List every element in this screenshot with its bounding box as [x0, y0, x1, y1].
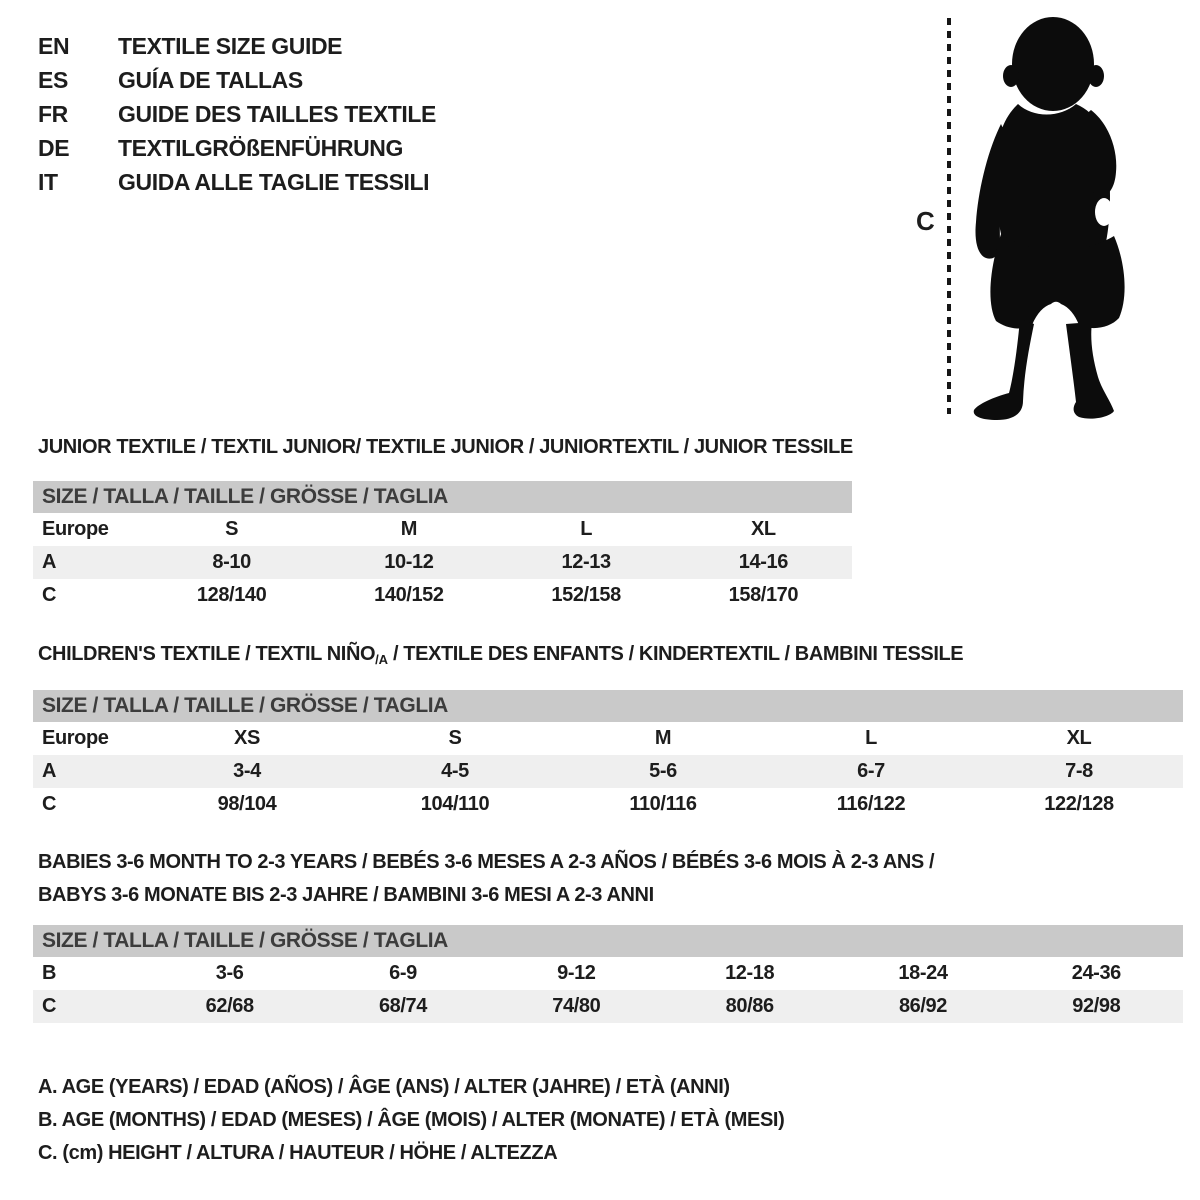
cell-value: 5-6 [649, 760, 677, 782]
row-label: B [42, 962, 57, 984]
row-label: A [42, 760, 57, 782]
table-row-age [33, 546, 852, 579]
babies-size-table [33, 925, 1183, 1023]
language-code: ES [38, 66, 68, 93]
height-measure-label: C [916, 206, 935, 236]
cell-value: 10-12 [384, 551, 434, 573]
language-title: GUIDA ALLE TAGLIE TESSILI [118, 168, 430, 195]
cell-value: 128/140 [196, 584, 267, 606]
table-row-height [33, 990, 1183, 1023]
cell-value: 14-16 [738, 551, 788, 573]
column-header: S [225, 518, 239, 540]
cell-value: 3-6 [215, 962, 244, 984]
cell-value: 6-7 [857, 760, 885, 782]
cell-value: 122/128 [1044, 793, 1114, 815]
cell-value: 152/158 [551, 584, 621, 606]
cell-value: 8-10 [212, 551, 251, 573]
cell-value: 62/68 [205, 995, 254, 1017]
toddler-silhouette [963, 12, 1138, 422]
cell-value: 68/74 [378, 995, 428, 1017]
table-row-months [33, 957, 1183, 990]
cell-value: 4-5 [441, 760, 469, 782]
column-header: XL [750, 518, 776, 540]
cell-value: 12-13 [561, 551, 611, 573]
babies-title-line-1: BABIES 3-6 MONTH TO 2-3 YEARS / BEBÉS 3-6 MESES A 2-3 AÑOS / BÉBÉS 3-6 MOIS À 2-3 ANS / [38, 851, 935, 873]
babies-section-title [38, 846, 934, 912]
children-title-pre: CHILDREN'S TEXTILE / TEXTIL NIÑO [38, 643, 376, 665]
cell-value: 9-12 [557, 962, 596, 984]
table-row-height [33, 579, 852, 612]
children-size-table [33, 690, 1183, 821]
row-label: A [42, 551, 57, 573]
cell-value: 110/116 [629, 793, 697, 815]
table-header-row [33, 513, 852, 546]
children-title-subscript: /A [375, 652, 388, 667]
column-header: Europe [42, 518, 109, 540]
column-header: XL [1066, 727, 1092, 749]
column-header: M [654, 727, 672, 749]
cell-value: 98/104 [217, 793, 277, 815]
cell-value: 6-9 [389, 962, 417, 984]
children-section-title [38, 643, 963, 667]
cell-value: 116/122 [836, 793, 906, 815]
language-code: DE [38, 134, 70, 161]
legend-line-b: B. AGE (MONTHS) / EDAD (MESES) / ÂGE (MOIS) / ALTER (MONATE) / ETÀ (MESI) [38, 1109, 785, 1131]
cell-value: 18-24 [898, 962, 948, 984]
table-row-age [33, 755, 1183, 788]
cell-value: 92/98 [1072, 995, 1121, 1017]
row-label: C [42, 793, 57, 815]
babies-title-line-2: BABYS 3-6 MONATE BIS 2-3 JAHRE / BAMBINI 3-6 MESI A 2-3 ANNI [38, 884, 654, 906]
cell-value: 80/86 [725, 995, 774, 1017]
language-row-it [38, 165, 436, 199]
size-header-bar: SIZE / TALLA / TAILLE / GRÖSSE / TAGLIA [33, 481, 852, 513]
table-row-height [33, 788, 1183, 821]
row-label: C [42, 584, 57, 606]
baby-head [1012, 17, 1094, 111]
size-header-bar: SIZE / TALLA / TAILLE / GRÖSSE / TAGLIA [33, 925, 1183, 957]
language-row-es [38, 63, 436, 97]
height-dashed-line [947, 18, 951, 414]
table-header-row [33, 722, 1183, 755]
language-code: IT [38, 168, 58, 195]
legend-line-a: A. AGE (YEARS) / EDAD (AÑOS) / ÂGE (ANS) / ALTER (JAHRE) / ETÀ (ANNI) [38, 1076, 730, 1098]
language-row-fr [38, 97, 436, 131]
cell-value: 7-8 [1065, 760, 1093, 782]
language-code: FR [38, 100, 68, 127]
cell-value: 104/110 [420, 793, 490, 815]
children-title-post: / TEXTILE DES ENFANTS / KINDERTEXTIL / BAMBINI TESSILE [387, 643, 964, 665]
column-header: S [448, 727, 462, 749]
cell-value: 12-18 [725, 962, 775, 984]
column-header: M [400, 518, 417, 540]
language-row-de [38, 131, 436, 165]
legend-line-c: C. (cm) HEIGHT / ALTURA / HAUTEUR / HÖHE / ALTEZZA [38, 1142, 558, 1164]
cell-value: 3-4 [233, 760, 261, 782]
cell-value: 140/152 [374, 584, 444, 606]
language-title: TEXTILGRÖßENFÜHRUNG [118, 134, 403, 161]
size-header-bar: SIZE / TALLA / TAILLE / GRÖSSE / TAGLIA [33, 690, 1183, 722]
language-row-en [38, 29, 436, 63]
language-title: GUIDE DES TAILLES TEXTILE [118, 100, 436, 127]
column-header: L [865, 727, 877, 749]
junior-section-title: JUNIOR TEXTILE / TEXTIL JUNIOR/ TEXTILE JUNIOR / JUNIORTEXTIL / JUNIOR TESSILE [38, 436, 853, 458]
language-title: GUÍA DE TALLAS [118, 66, 303, 93]
language-code: EN [38, 32, 70, 59]
language-list [38, 29, 436, 199]
column-header: L [580, 518, 593, 540]
cell-value: 158/170 [728, 584, 799, 606]
column-header: Europe [42, 727, 109, 749]
measurement-legend [38, 1071, 784, 1170]
cell-value: 24-36 [1071, 962, 1121, 984]
column-header: XS [234, 727, 260, 749]
row-label: C [42, 995, 57, 1017]
cell-value: 86/92 [898, 995, 948, 1017]
junior-size-table [33, 481, 852, 612]
language-title: TEXTILE SIZE GUIDE [118, 32, 343, 59]
cell-value: 74/80 [552, 995, 601, 1017]
